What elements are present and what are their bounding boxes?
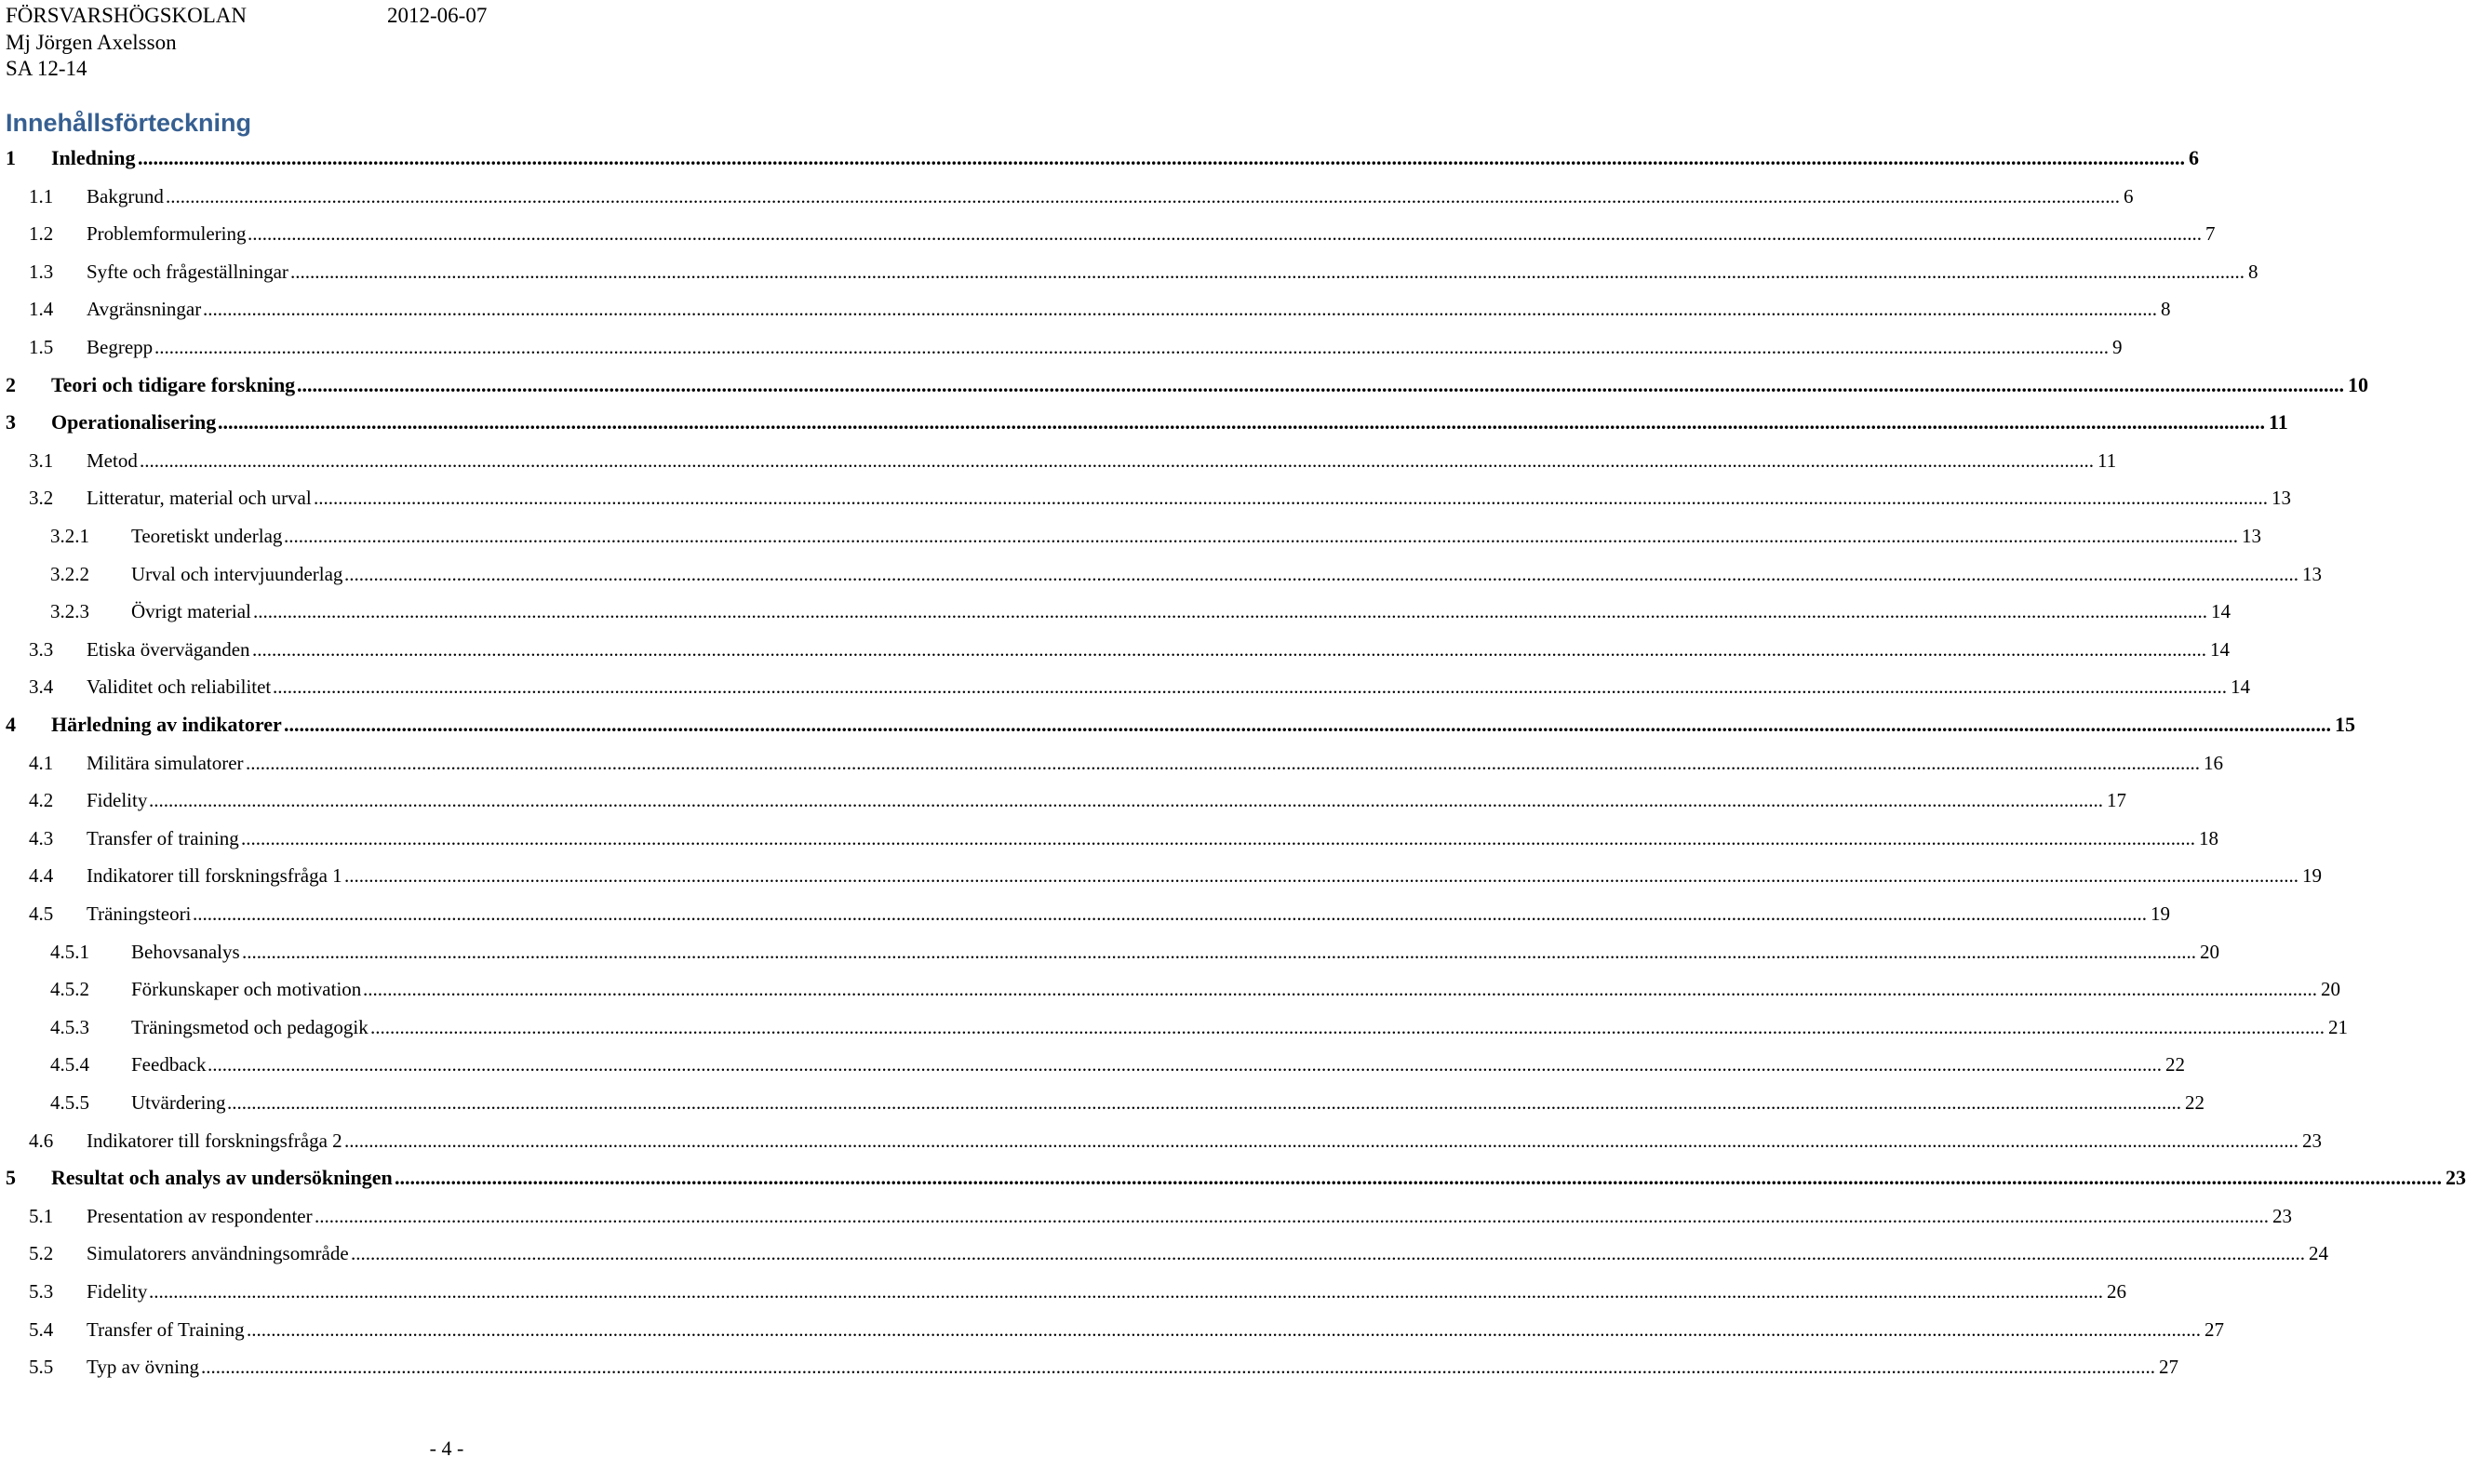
toc-entry-title: Metod	[87, 448, 138, 472]
dot-leader: ................................................................................................................................................................................................................................................................................................................................................................................................................	[203, 298, 2157, 321]
toc-entry-number: 1.1	[29, 184, 54, 207]
toc-entry-page: 6	[2124, 184, 2134, 207]
toc-entry[interactable]	[0, 484, 2291, 512]
toc-entry[interactable]	[0, 295, 2171, 323]
dot-leader: ................................................................................................................................................................................................................................................................................................................................................................................................................	[395, 1166, 2442, 1190]
dot-leader: ................................................................................................................................................................................................................................................................................................................................................................................................................	[363, 978, 2317, 1001]
toc-entry-title: Inledning	[51, 146, 136, 169]
toc-entry-number: 4.3	[29, 826, 54, 849]
toc-entry-title: Träningsmetod och pedagogik	[131, 1015, 369, 1038]
toc-entry-title: Indikatorer till forskningsfråga 2	[87, 1129, 342, 1152]
toc-entry[interactable]	[0, 711, 2355, 739]
toc-entry-page: 16	[2204, 751, 2223, 774]
dot-leader: ................................................................................................................................................................................................................................................................................................................................................................................................................	[154, 336, 2109, 358]
toc-entry-title: Feedback	[131, 1053, 207, 1076]
dot-leader: ................................................................................................................................................................................................................................................................................................................................................................................................................	[201, 1356, 2155, 1379]
toc-entry-number: 3.3	[29, 637, 54, 661]
toc-entry-page: 20	[2321, 978, 2340, 1001]
toc-entry-number: 1.3	[29, 260, 54, 283]
toc-entry[interactable]	[0, 560, 2322, 588]
toc-heading: Innehållsförteckning	[6, 109, 252, 137]
toc-entry-title: Problemformulering	[87, 222, 247, 246]
toc-entry-leader	[273, 673, 2250, 701]
toc-entry-leader	[252, 635, 2230, 663]
toc-entry-page: 27	[2159, 1356, 2178, 1379]
toc-entry-page: 14	[2210, 637, 2230, 661]
dot-leader: ................................................................................................................................................................................................................................................................................................................................................................................................................	[149, 789, 2103, 812]
toc-entry-title: Militära simulatorer	[87, 751, 244, 774]
toc-entry-page: 7	[2205, 222, 2216, 246]
toc-entry-leader	[351, 1239, 2328, 1267]
toc-entry-number: 4.5.5	[50, 1091, 89, 1114]
toc-entry-leader	[218, 408, 2288, 436]
toc-entry-title: Etiska överväganden	[87, 637, 250, 661]
toc-entry-title: Presentation av respondenter	[87, 1204, 313, 1227]
toc-entry[interactable]	[0, 938, 2219, 966]
toc-entry-leader	[149, 786, 2126, 814]
toc-entry[interactable]	[0, 635, 2230, 663]
toc-entry[interactable]	[0, 597, 2231, 625]
toc-entry-leader	[208, 1050, 2185, 1078]
toc-entry-page: 20	[2200, 940, 2219, 963]
toc-entry-title: Teoretiskt underlag	[131, 525, 283, 547]
toc-entry[interactable]	[0, 371, 2368, 399]
toc-entry-page: 10	[2348, 372, 2368, 396]
toc-entry-title: Transfer of Training	[87, 1317, 245, 1341]
dot-leader: ................................................................................................................................................................................................................................................................................................................................................................................................................	[284, 525, 2238, 547]
toc-entry-leader	[344, 1127, 2322, 1155]
toc-entry-page: 23	[2272, 1204, 2292, 1227]
toc-entry[interactable]	[0, 749, 2223, 777]
toc-entry[interactable]	[0, 786, 2126, 814]
toc-entry[interactable]	[0, 1127, 2322, 1155]
toc-entry-title: Härledning av indikatorer	[51, 713, 282, 736]
dot-leader: ................................................................................................................................................................................................................................................................................................................................................................................................................	[297, 372, 2344, 396]
toc-entry[interactable]	[0, 1013, 2348, 1041]
toc-entry-page: 22	[2185, 1091, 2205, 1114]
toc-entry-page: 13	[2272, 487, 2291, 510]
toc-entry-title: Avgränsningar	[87, 298, 202, 321]
dot-leader: ................................................................................................................................................................................................................................................................................................................................................................................................................	[193, 902, 2147, 925]
toc-entry-page: 23	[2302, 1129, 2322, 1152]
toc-entry[interactable]	[0, 900, 2170, 928]
toc-entry[interactable]	[0, 333, 2123, 361]
toc-entry-leader	[242, 938, 2219, 966]
dot-leader: ................................................................................................................................................................................................................................................................................................................................................................................................................	[241, 826, 2195, 849]
dot-leader: ................................................................................................................................................................................................................................................................................................................................................................................................................	[149, 1280, 2103, 1303]
toc-entry-leader	[138, 144, 2199, 172]
toc-entry-title: Begrepp	[87, 336, 154, 358]
toc-entry-title: Övrigt material	[131, 600, 251, 623]
dot-leader: ................................................................................................................................................................................................................................................................................................................................................................................................................	[315, 1204, 2269, 1227]
toc-entry-number: 4.5	[29, 902, 54, 925]
toc-entry-number: 4	[6, 713, 16, 736]
toc-entry-number: 4.1	[29, 751, 54, 774]
toc-entry-title: Utvärdering	[131, 1091, 226, 1114]
toc-entry[interactable]	[0, 1202, 2292, 1230]
toc-entry-title: Teori och tidigare forskning	[51, 372, 296, 396]
toc-entry-page: 21	[2328, 1015, 2348, 1038]
toc-entry-leader	[140, 447, 2117, 475]
dot-leader: ................................................................................................................................................................................................................................................................................................................................................................................................................	[247, 1317, 2201, 1341]
toc-entry-leader	[166, 182, 2134, 210]
toc-entry-page: 24	[2309, 1242, 2328, 1265]
toc-entry[interactable]	[0, 824, 2218, 852]
toc-entry[interactable]	[0, 182, 2134, 210]
toc-entry[interactable]	[0, 862, 2322, 889]
toc-entry[interactable]	[0, 673, 2250, 701]
toc-entry-number: 5.2	[29, 1242, 54, 1265]
toc-entry-page: 17	[2107, 789, 2126, 812]
dot-leader: ................................................................................................................................................................................................................................................................................................................................................................................................................	[253, 600, 2207, 623]
toc-entry-number: 1	[6, 146, 16, 169]
toc-entry-page: 19	[2302, 864, 2322, 888]
dot-leader: ................................................................................................................................................................................................................................................................................................................................................................................................................	[370, 1015, 2325, 1038]
dot-leader: ................................................................................................................................................................................................................................................................................................................................................................................................................	[138, 146, 2185, 169]
toc-entry-leader	[344, 862, 2322, 889]
dot-leader: ................................................................................................................................................................................................................................................................................................................................................................................................................	[351, 1242, 2305, 1265]
dot-leader: ................................................................................................................................................................................................................................................................................................................................................................................................................	[273, 675, 2227, 699]
header-date: 2012-06-07	[387, 4, 488, 27]
toc-entry-page: 22	[2165, 1053, 2185, 1076]
toc-entry-number: 1.5	[29, 336, 54, 358]
toc-entry-page: 6	[2189, 146, 2199, 169]
toc-entry-page: 13	[2242, 525, 2261, 547]
toc-entry[interactable]	[0, 1277, 2126, 1305]
dot-leader: ................................................................................................................................................................................................................................................................................................................................................................................................................	[344, 864, 2298, 888]
toc-entry-number: 3.2.3	[50, 600, 89, 623]
dot-leader: ................................................................................................................................................................................................................................................................................................................................................................................................................	[284, 713, 2331, 736]
toc-entry-page: 11	[2269, 410, 2288, 435]
toc-entry-number: 1.2	[29, 222, 54, 246]
toc-entry-number: 4.5.1	[50, 940, 89, 963]
toc-entry-title: Simulatorers användningsområde	[87, 1242, 349, 1265]
toc-entry-number: 3.2	[29, 487, 54, 510]
dot-leader: ................................................................................................................................................................................................................................................................................................................................................................................................................	[314, 487, 2268, 510]
toc-entry-page: 13	[2302, 562, 2322, 585]
toc-entry-title: Validitet och reliabilitet	[87, 675, 272, 699]
toc-entry-number: 5.4	[29, 1317, 54, 1341]
toc-entry-leader	[253, 597, 2231, 625]
toc-entry-leader	[370, 1013, 2348, 1041]
toc-entry[interactable]	[0, 1239, 2328, 1267]
toc-entry-leader	[248, 220, 2216, 247]
toc-entry-leader	[344, 560, 2322, 588]
toc-entry[interactable]	[0, 144, 2199, 172]
toc-entry-title: Urval och intervjuunderlag	[131, 562, 343, 585]
toc-entry-title: Fidelity	[87, 1280, 148, 1303]
toc-entry-page: 8	[2161, 298, 2171, 321]
toc-entry[interactable]	[0, 1353, 2178, 1381]
toc-entry-leader	[193, 900, 2170, 928]
toc-entry-page: 26	[2107, 1280, 2126, 1303]
toc-entry-leader	[395, 1164, 2466, 1192]
toc-entry-number: 1.4	[29, 298, 54, 321]
toc-entry-number: 3	[6, 410, 16, 435]
toc-entry[interactable]	[0, 220, 2216, 247]
dot-leader: ................................................................................................................................................................................................................................................................................................................................................................................................................	[140, 448, 2094, 472]
toc-entry[interactable]	[0, 975, 2340, 1003]
toc-entry-title: Fidelity	[87, 789, 148, 812]
dot-leader: ................................................................................................................................................................................................................................................................................................................................................................................................................	[227, 1091, 2181, 1114]
header-course: SA 12-14	[6, 57, 87, 80]
toc-entry-page: 15	[2335, 713, 2355, 736]
toc-entry-number: 5.3	[29, 1280, 54, 1303]
toc-entry-leader	[314, 484, 2291, 512]
toc-entry-page: 11	[2097, 448, 2117, 472]
toc-entry-page: 27	[2205, 1317, 2224, 1341]
dot-leader: ................................................................................................................................................................................................................................................................................................................................................................................................................	[344, 562, 2298, 585]
toc-entry[interactable]	[0, 447, 2117, 475]
toc-entry-page: 14	[2211, 600, 2231, 623]
toc-entry-number: 3.2.1	[50, 525, 89, 547]
toc-entry-number: 3.2.2	[50, 562, 89, 585]
toc-entry-number: 3.4	[29, 675, 54, 699]
dot-leader: ................................................................................................................................................................................................................................................................................................................................................................................................................	[290, 260, 2245, 283]
toc-entry-leader	[247, 1316, 2224, 1344]
toc-entry[interactable]	[0, 1089, 2205, 1116]
toc-entry-leader	[149, 1277, 2126, 1305]
toc-entry-title: Litteratur, material och urval	[87, 487, 312, 510]
toc-entry[interactable]	[0, 1164, 2466, 1192]
toc-entry-title: Operationalisering	[51, 410, 217, 435]
toc-entry-number: 3.1	[29, 448, 54, 472]
toc-entry-title: Indikatorer till forskningsfråga 1	[87, 864, 342, 888]
toc-entry-title: Resultat och analys av undersökningen	[51, 1166, 393, 1190]
page-number: - 4 -	[429, 1437, 464, 1460]
toc-entry-leader	[363, 975, 2340, 1003]
toc-entry-page: 23	[2446, 1166, 2466, 1190]
toc-entry-number: 4.5.3	[50, 1015, 89, 1038]
toc-entry[interactable]	[0, 1050, 2185, 1078]
toc-entry-leader	[284, 711, 2355, 739]
dot-leader: ................................................................................................................................................................................................................................................................................................................................................................................................................	[242, 940, 2196, 963]
toc-entry-leader	[315, 1202, 2292, 1230]
dot-leader: ................................................................................................................................................................................................................................................................................................................................................................................................................	[166, 184, 2120, 207]
toc-entry-number: 5	[6, 1166, 16, 1190]
header-organization: FÖRSVARSHÖGSKOLAN	[6, 4, 248, 27]
toc-entry-page: 9	[2112, 336, 2123, 358]
toc-entry-title: Syfte och frågeställningar	[87, 260, 288, 283]
toc-entry-leader	[284, 522, 2261, 550]
toc-entry-page: 19	[2151, 902, 2170, 925]
toc-entry-number: 2	[6, 372, 16, 396]
toc-entry-title: Bakgrund	[87, 184, 164, 207]
dot-leader: ................................................................................................................................................................................................................................................................................................................................................................................................................	[344, 1129, 2298, 1152]
toc-entry-number: 4.5.2	[50, 978, 89, 1001]
toc-entry-leader	[201, 1353, 2178, 1381]
toc-entry-number: 4.4	[29, 864, 54, 888]
toc-entry-title: Typ av övning	[87, 1356, 200, 1379]
toc-entry-leader	[290, 258, 2258, 286]
dot-leader: ................................................................................................................................................................................................................................................................................................................................................................................................................	[218, 410, 2265, 435]
toc-entry[interactable]	[0, 522, 2261, 550]
toc-entry-title: Träningsteori	[87, 902, 192, 925]
dot-leader: ................................................................................................................................................................................................................................................................................................................................................................................................................	[252, 637, 2206, 661]
dot-leader: ................................................................................................................................................................................................................................................................................................................................................................................................................	[208, 1053, 2162, 1076]
toc-entry-leader	[203, 295, 2171, 323]
toc-entry[interactable]	[0, 408, 2288, 436]
toc-entry-title: Behovsanalys	[131, 940, 240, 963]
toc-entry[interactable]	[0, 258, 2258, 286]
header-author: Mj Jörgen Axelsson	[6, 31, 177, 54]
toc-entry-number: 4.2	[29, 789, 54, 812]
toc-entry-leader	[241, 824, 2218, 852]
toc-entry-number: 4.6	[29, 1129, 54, 1152]
toc-entry-leader	[246, 749, 2223, 777]
toc-entry-page: 14	[2231, 675, 2250, 699]
toc-entry-title: Förkunskaper och motivation	[131, 978, 362, 1001]
toc-entry-title: Transfer of training	[87, 826, 239, 849]
toc-entry-leader	[297, 371, 2368, 399]
toc-entry[interactable]	[0, 1316, 2224, 1344]
toc-entry-number: 5.1	[29, 1204, 54, 1227]
toc-entry-page: 8	[2248, 260, 2258, 283]
toc-entry-page: 18	[2199, 826, 2218, 849]
dot-leader: ................................................................................................................................................................................................................................................................................................................................................................................................................	[246, 751, 2200, 774]
toc-entry-leader	[154, 333, 2123, 361]
dot-leader: ................................................................................................................................................................................................................................................................................................................................................................................................................	[248, 222, 2202, 246]
toc-entry-number: 4.5.4	[50, 1053, 89, 1076]
toc-entry-leader	[227, 1089, 2205, 1116]
toc-entry-number: 5.5	[29, 1356, 54, 1379]
